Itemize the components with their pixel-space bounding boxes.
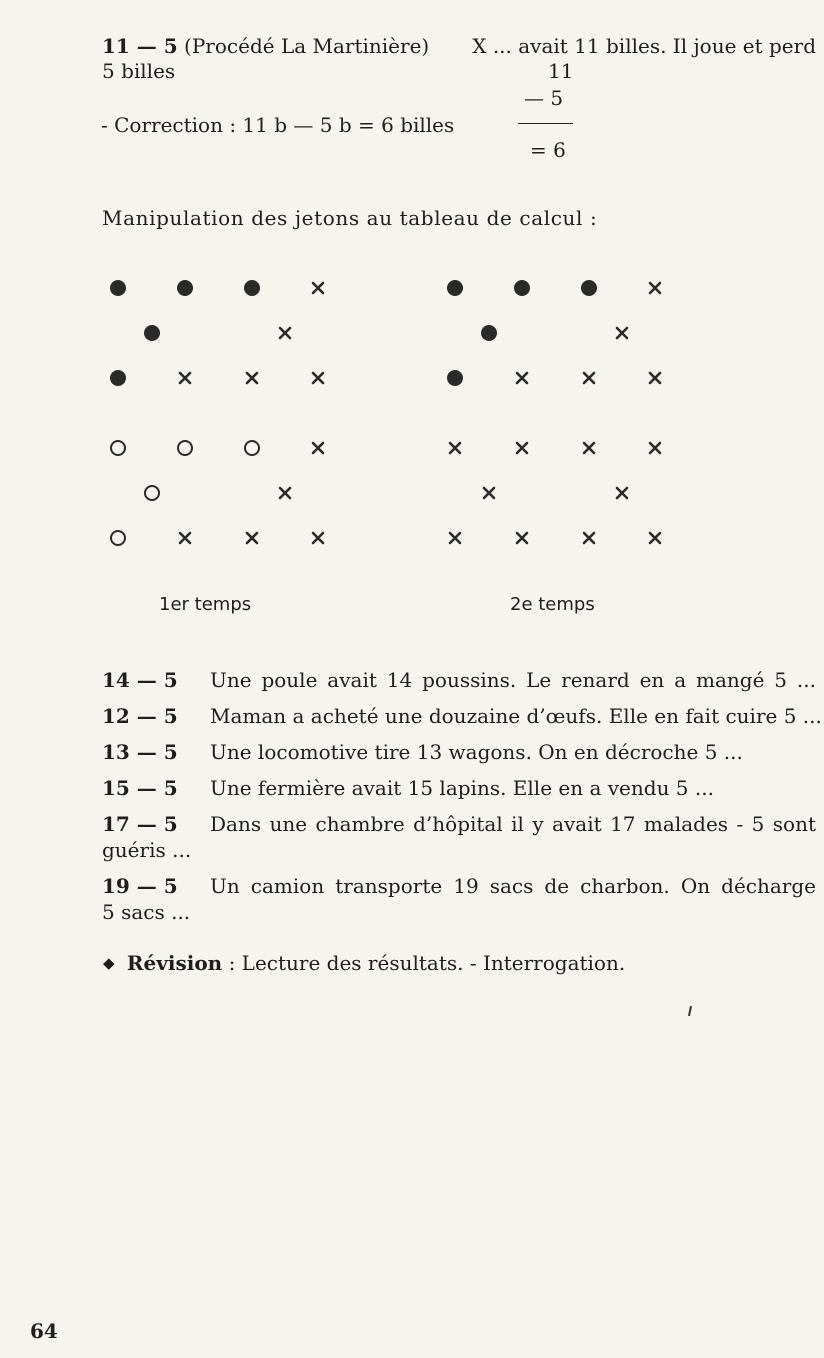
cross-token bbox=[617, 328, 627, 338]
exercise-operation: 17 — 5 bbox=[102, 812, 178, 836]
open-token bbox=[178, 441, 192, 455]
exercise-operation: 13 — 5 bbox=[102, 740, 178, 764]
column-result: = 6 bbox=[530, 138, 566, 162]
revision-label: Révision bbox=[126, 951, 223, 975]
column-top: 11 bbox=[548, 59, 574, 83]
exercise-operation: 15 — 5 bbox=[102, 776, 178, 800]
cross-token bbox=[180, 533, 190, 543]
filled-token bbox=[110, 370, 126, 386]
exercise-text: Une poule avait 14 poussins. Le renard en a mangé 5 ... bbox=[210, 668, 816, 692]
cross-token bbox=[584, 443, 594, 453]
page-number: 64 bbox=[30, 1319, 58, 1343]
cross-token bbox=[313, 283, 323, 293]
problem-label: 11 — 5 bbox=[102, 34, 178, 58]
cross-token bbox=[617, 488, 627, 498]
cross-token bbox=[280, 488, 290, 498]
exercise-text: Une fermière avait 15 lapins. Elle en a vendu 5 ... bbox=[210, 776, 714, 800]
cross-token bbox=[517, 533, 527, 543]
cross-token bbox=[450, 443, 460, 453]
cross-token bbox=[280, 328, 290, 338]
cross-token bbox=[584, 373, 594, 383]
exercise-text: Dans une chambre d’hôpital il y avait 17 malades - 5 sont bbox=[210, 812, 816, 836]
filled-token bbox=[447, 280, 463, 296]
problem-method: (Procédé La Martinière) bbox=[184, 34, 430, 58]
cross-token bbox=[650, 443, 660, 453]
filled-token bbox=[481, 325, 497, 341]
open-token bbox=[111, 441, 125, 455]
cross-token bbox=[517, 443, 527, 453]
cross-token bbox=[180, 373, 190, 383]
manipulation-title: Manipulation des jetons au tableau de calcul : bbox=[102, 206, 598, 230]
revision-line bbox=[103, 951, 625, 977]
filled-token bbox=[447, 370, 463, 386]
cross-token bbox=[650, 533, 660, 543]
cross-token bbox=[247, 373, 257, 383]
problem-statement-line1: X ... avait 11 billes. Il joue et perd bbox=[472, 34, 816, 58]
ink-mark bbox=[688, 1006, 692, 1016]
column-subtrahend: — 5 bbox=[524, 86, 564, 110]
cross-token bbox=[650, 373, 660, 383]
exercise-operation: 14 — 5 bbox=[102, 668, 178, 692]
revision-text: : Lecture des résultats. - Interrogation. bbox=[228, 951, 626, 975]
exercise-text: Maman a acheté une douzaine d’œufs. Elle en fait cuire 5 ... bbox=[210, 704, 822, 728]
filled-token bbox=[581, 280, 597, 296]
token-diagram bbox=[0, 0, 824, 640]
cross-token bbox=[517, 373, 527, 383]
caption-first-step: 1er temps bbox=[159, 594, 252, 615]
exercise-continuation: guéris ... bbox=[102, 838, 192, 862]
cross-token bbox=[584, 533, 594, 543]
cross-token bbox=[247, 533, 257, 543]
exercise-operation: 12 — 5 bbox=[102, 704, 178, 728]
filled-token bbox=[144, 325, 160, 341]
caption-second-step: 2e temps bbox=[510, 594, 595, 615]
cross-token bbox=[484, 488, 494, 498]
cross-token bbox=[313, 373, 323, 383]
exercise-text: Un camion transporte 19 sacs de charbon. On décharge bbox=[210, 874, 816, 898]
cross-token bbox=[650, 283, 660, 293]
filled-token bbox=[244, 280, 260, 296]
open-token bbox=[245, 441, 259, 455]
filled-token bbox=[177, 280, 193, 296]
problem-statement-line2: 5 billes bbox=[102, 59, 176, 83]
open-token bbox=[111, 531, 125, 545]
filled-token bbox=[514, 280, 530, 296]
open-token bbox=[145, 486, 159, 500]
exercise-operation: 19 — 5 bbox=[102, 874, 178, 898]
filled-token bbox=[110, 280, 126, 296]
diamond-bullet-icon: ◆ bbox=[103, 954, 115, 972]
cross-token bbox=[313, 443, 323, 453]
exercise-text: Une locomotive tire 13 wagons. On en décroche 5 ... bbox=[210, 740, 743, 764]
cross-token bbox=[313, 533, 323, 543]
correction-line: - Correction : 11 b — 5 b = 6 billes bbox=[101, 113, 455, 137]
cross-token bbox=[450, 533, 460, 543]
exercise-continuation: 5 sacs ... bbox=[102, 900, 191, 924]
